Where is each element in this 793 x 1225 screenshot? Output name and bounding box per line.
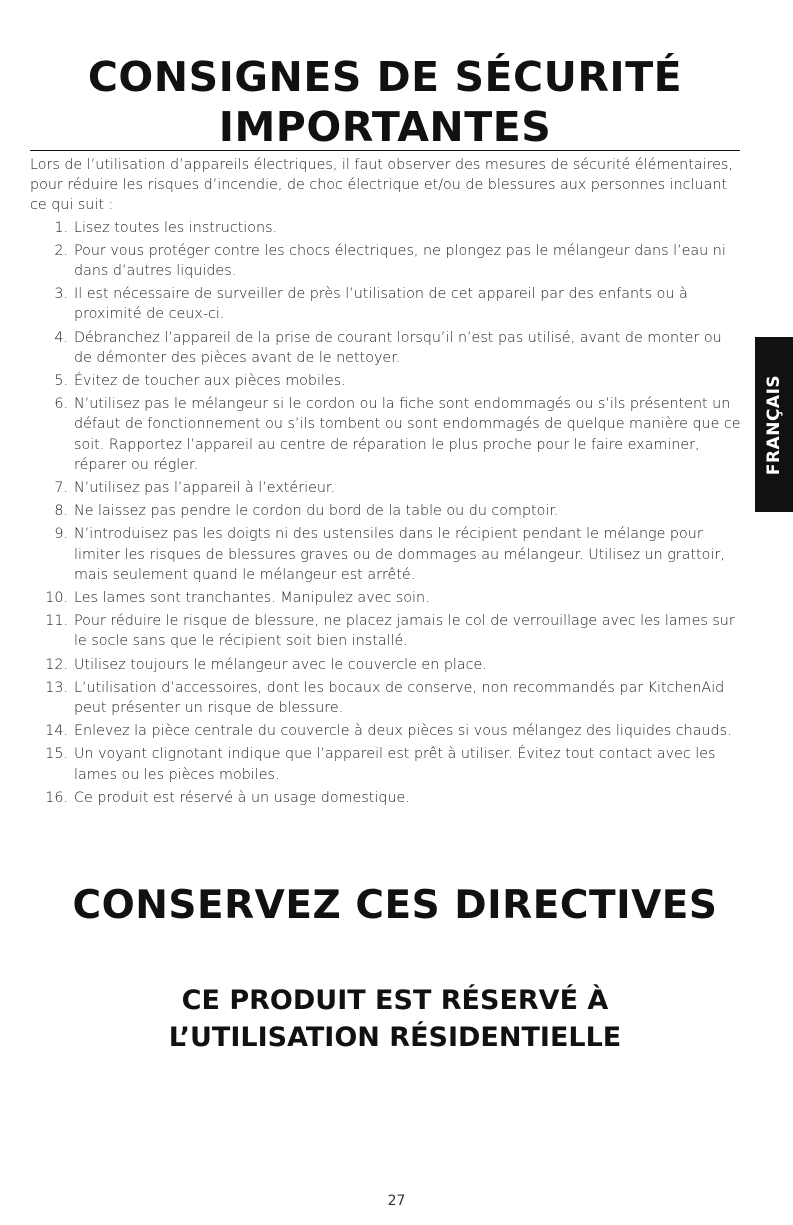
item-text: Débranchez l’appareil de la prise de courant lorsqu’il n’est pas utilisé, avant de monter ou de démonter des pièces avant de le nettoyer.	[74, 329, 722, 366]
item-text: L’utilisation d’accessoires, dont les bocaux de conserve, non recommandés par KitchenAid peut présenter un risque de blessure.	[74, 679, 725, 717]
list-item	[30, 788, 742, 808]
list-item	[30, 218, 742, 238]
residential-use-heading	[30, 982, 760, 1056]
item-text: Il est nécessaire de surveiller de près l’utilisation de cet appareil par des enfants ou à proximité de ceux-ci.	[74, 286, 688, 323]
list-item	[30, 241, 742, 281]
page-title-line-1: CONSIGNES DE SÉCURITÉ	[87, 53, 683, 101]
intro-paragraph: Lors de l’utilisation d’appareils électriques, il faut observer des mesures de sécurité élémentaires, pour réduire les risques d’incendie, de choc électrique et/ou de blessures aux personnes incluant ce qui suit :	[30, 157, 733, 214]
title-divider	[30, 150, 740, 151]
item-number: 12.	[45, 656, 68, 673]
item-text: N’introduisez pas les doigts ni des ustensiles dans le récipient pendant le mélange pour limiter les risques de blessures graves ou de dommages au mélangeur. Utilisez un grattoir, mais seulement quand le mélangeur est arrêté.	[74, 526, 725, 583]
item-text: Utilisez toujours le mélangeur avec le couvercle en place.	[74, 656, 487, 673]
item-number: 8.	[54, 503, 68, 520]
list-item	[30, 524, 742, 585]
item-number: 5.	[54, 373, 68, 390]
language-tab-label: FRANÇAIS	[764, 374, 785, 475]
item-text: Ne laissez pas pendre le cordon du bord de la table ou du comptoir.	[74, 503, 559, 520]
page-title-line-2: IMPORTANTES	[218, 103, 552, 151]
residential-line-1: CE PRODUIT EST RÉSERVÉ À	[181, 985, 609, 1016]
item-text: N’utilisez pas le mélangeur si le cordon ou la fiche sont endommagés ou s’ils présentent un défaut de fonctionnement ou s’ils tombent ou sont endommagés de quelque manière que ce soit. Rapportez l’appareil au centre de réparation le plus proche pour le faire examiner, réparer ou régler.	[74, 396, 741, 473]
list-item	[30, 678, 742, 718]
item-number: 2.	[54, 242, 68, 259]
item-text: Les lames sont tranchantes. Manipulez avec soin.	[74, 590, 430, 607]
item-number: 3.	[54, 286, 68, 303]
list-item	[30, 744, 742, 784]
page-title	[30, 52, 740, 152]
item-text: Enlevez la pièce centrale du couvercle à deux pièces si vous mélangez des liquides chauds.	[74, 723, 732, 740]
save-instructions-heading: CONSERVEZ CES DIRECTIVES	[72, 883, 718, 928]
list-item	[30, 655, 742, 675]
item-number: 6.	[54, 396, 68, 413]
safety-body	[30, 155, 742, 811]
residential-line-2: L’UTILISATION RÉSIDENTIELLE	[168, 1022, 622, 1053]
item-text: Lisez toutes les instructions.	[74, 219, 278, 236]
list-item	[30, 588, 742, 608]
list-item	[30, 394, 742, 475]
language-side-tab	[755, 337, 793, 512]
item-number: 11.	[45, 613, 68, 630]
item-text: Un voyant clignotant indique que l’appareil est prêt à utiliser. Évitez tout contact avec les lames ou les pièces mobiles.	[74, 746, 716, 783]
item-text: Pour vous protéger contre les chocs électriques, ne plongez pas le mélangeur dans l’eau ni dans d’autres liquides.	[74, 242, 726, 280]
item-number: 15.	[45, 746, 68, 763]
item-number: 10.	[45, 590, 68, 607]
instructions-list	[30, 218, 742, 808]
item-number: 14.	[45, 723, 68, 740]
item-number: 4.	[54, 329, 68, 346]
page-number: 27	[387, 1193, 406, 1209]
list-item	[30, 328, 742, 368]
list-item	[30, 371, 742, 391]
item-text: N’utilisez pas l’appareil à l’extérieur.	[74, 480, 336, 497]
item-number: 1.	[54, 219, 68, 236]
list-item	[30, 284, 742, 324]
item-number: 9.	[54, 526, 68, 543]
list-item	[30, 501, 742, 521]
item-number: 16.	[45, 789, 68, 806]
item-text: Évitez de toucher aux pièces mobiles.	[74, 373, 346, 390]
item-text: Ce produit est réservé à un usage domestique.	[74, 789, 410, 806]
item-number: 7.	[54, 480, 68, 497]
list-item	[30, 478, 742, 498]
item-text: Pour réduire le risque de blessure, ne placez jamais le col de verrouillage avec les lames sur le socle sans que le récipient soit bien installé.	[74, 613, 735, 650]
list-item	[30, 611, 742, 651]
list-item	[30, 721, 742, 741]
item-number: 13.	[45, 679, 68, 696]
